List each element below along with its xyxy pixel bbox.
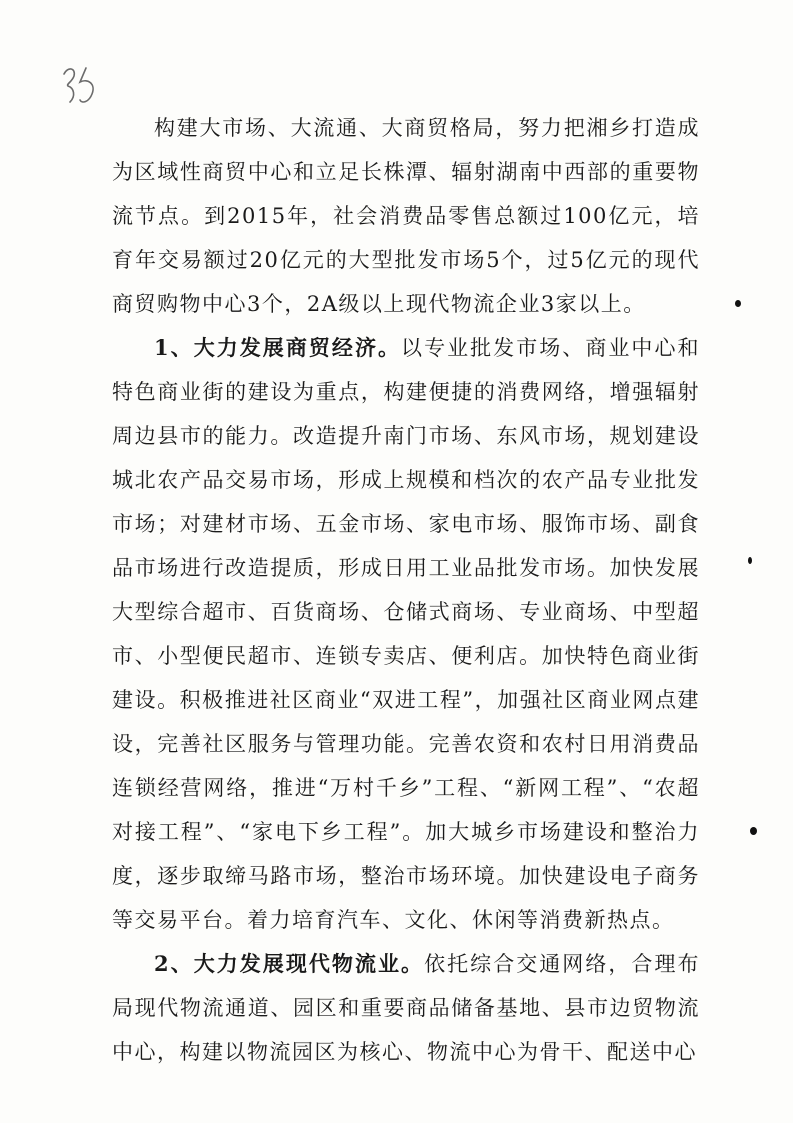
paragraph-logistics-heading: 2、大力发展现代物流业。 <box>154 951 425 976</box>
handwritten-page-mark <box>58 60 102 112</box>
scan-speck <box>735 300 741 307</box>
scan-speck <box>750 827 757 835</box>
paragraph-commerce-text: 以专业批发市场、商业中心和特色商业街的建设为重点，构建便捷的消费网络，增强辐射周边县市的能力。改造提升南门市场、东风市场，规划建设城北农产品交易市场，形成上规模和档次的农产品专业批发市场；对建材市场、五金市场、家电市场、服饰市场、副食品市场进行改造提质，形成日用工业品批发市场。加快发展大型综合超市、百货商场、仓储式商场、专业商场、中型超市、小型便民超市、连锁专卖店、便利店。加快特色商业街建设。积极推进社区商业“双进工程”，加强社区商业网点建设，完善社区服务与管理功能。完善农资和农村日用消费品连锁经营网络，推进“万村千乡”工程、“新网工程”、“农超对接工程”、“家电下乡工程”。加大城乡市场建设和整治力度，逐步取缔马路市场，整治市场环境。加快建设电子商务等交易平台。着力培育汽车、文化、休闲等消费新热点。 <box>112 336 700 932</box>
paragraph-commerce <box>112 326 700 942</box>
scan-speck <box>748 557 752 564</box>
paragraph-logistics-text: 依托综合交通网络，合理布局现代物流通道、园区和重要商品储备基地、县市边贸物流中心，构建以物流园区为核心、物流中心为骨干、配送中心 <box>112 952 700 1064</box>
paragraph-intro <box>112 106 700 326</box>
paragraph-intro-text: 构建大市场、大流通、大商贸格局，努力把湘乡打造成为区域性商贸中心和立足长株潭、辐射湖南中西部的重要物流节点。到2015年，社会消费品零售总额过100亿元，培育年交易额过20亿元的大型批发市场5个，过5亿元的现代商贸购物中心3个，2A级以上现代物流企业3家以上。 <box>112 116 700 316</box>
body-text <box>112 106 700 1074</box>
paragraph-commerce-heading: 1、大力发展商贸经济。 <box>154 335 402 360</box>
paragraph-logistics <box>112 942 700 1074</box>
